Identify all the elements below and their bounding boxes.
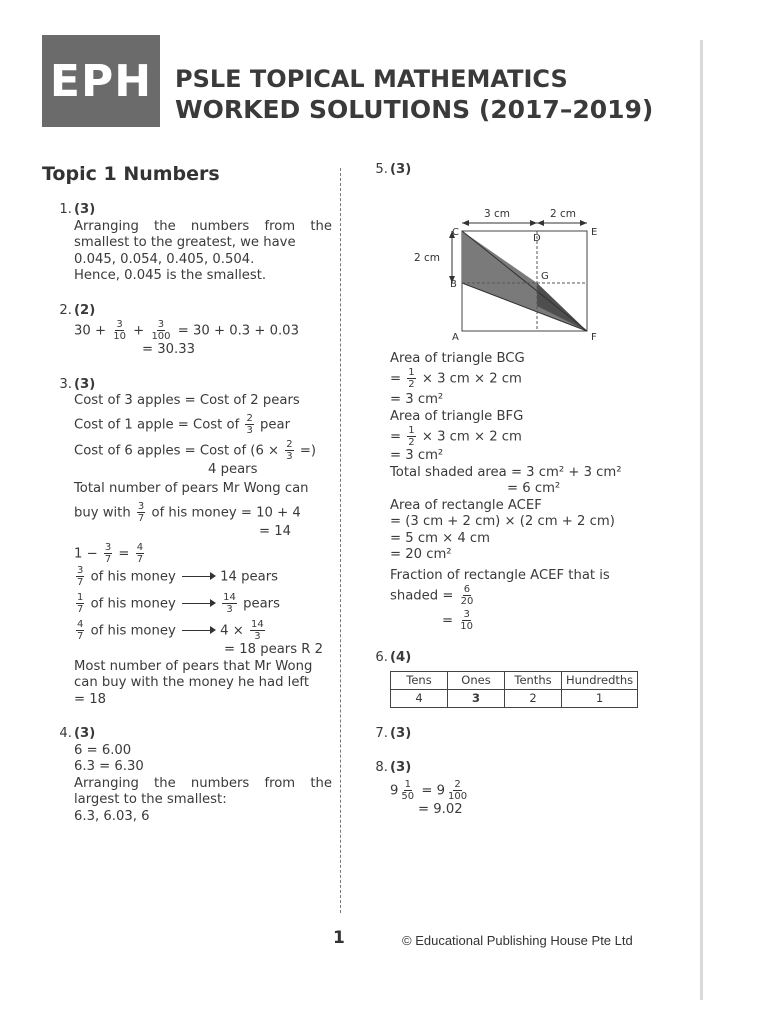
fraction (104, 542, 112, 565)
question-4 (42, 726, 332, 825)
table-header: Tens (391, 671, 448, 689)
solution-line: Area of triangle BFG (390, 408, 524, 424)
denominator: 7 (136, 554, 144, 565)
solution-line (390, 779, 640, 802)
book-title (175, 64, 653, 126)
solution-line (74, 619, 332, 642)
shaded-triangle-bcg (462, 231, 537, 283)
solution-line: = 30.33 (142, 342, 195, 357)
book-title-line2: WORKED SOLUTIONS (2017–2019) (175, 95, 654, 124)
solution-line: = 5 cm × 4 cm (390, 530, 491, 546)
text: of his money = 10 + 4 (151, 505, 301, 520)
text: of his money (90, 569, 176, 585)
numerator: 14 (251, 619, 264, 630)
topic-title: Topic 1 Numbers (42, 163, 220, 185)
numerator: 14 (223, 592, 236, 603)
text: 14 pears (220, 569, 279, 585)
right-column (358, 162, 640, 836)
solution-line: Arranging the numbers from the smallest to the greatest, we have (74, 218, 332, 250)
question-number: 1. (59, 202, 72, 217)
denominator: 7 (77, 577, 84, 588)
vertex-d-label: D (533, 232, 541, 244)
denominator: 2 (408, 437, 415, 448)
solution-line: 6.3, 6.03, 6 (74, 808, 150, 824)
dim-left-label: 2 cm (414, 251, 441, 264)
text: = (118, 546, 130, 562)
table-cell: 1 (562, 689, 638, 707)
book-title-line1: PSLE TOPICAL MATHEMATICS (175, 65, 568, 93)
solution-line: Total shaded area = 3 cm² + 3 cm² (390, 464, 622, 480)
fraction (245, 413, 253, 436)
solution-line: = 18 (74, 691, 107, 707)
whole-number: 9 (390, 783, 399, 798)
table-cell: 4 (391, 689, 448, 707)
answer-label: (3) (390, 725, 412, 741)
fraction (112, 319, 127, 342)
text: =) (299, 443, 317, 458)
solution-line (74, 439, 332, 462)
vertex-e-label: E (591, 226, 598, 238)
eph-logo: EPH (42, 35, 160, 127)
solution-line: can buy with the money he had left (74, 675, 310, 690)
solution-line (390, 425, 640, 448)
table-cell: 3 (448, 689, 505, 707)
text: + (133, 323, 145, 339)
solution-line: 6.3 = 6.30 (74, 759, 144, 774)
denominator: 7 (137, 512, 145, 524)
solution-line: = 3 cm² (390, 392, 444, 407)
solution-line: 6 = 6.00 (74, 742, 132, 758)
fraction (136, 542, 144, 565)
text: 30 + (74, 323, 107, 339)
question-1 (42, 202, 332, 285)
dim-top-right-label: 2 cm (550, 207, 577, 220)
numerator: 1 (77, 592, 84, 603)
fraction (407, 367, 415, 390)
text: = (390, 429, 402, 445)
vertex-g-label: G (541, 270, 549, 282)
text: × 3 cm × 2 cm (421, 371, 522, 387)
column-divider (340, 168, 341, 913)
denominator: 100 (447, 790, 468, 802)
solution-line: = (3 cm + 2 cm) × (2 cm + 2 cm) (390, 514, 615, 529)
text: buy with (74, 505, 131, 520)
page-edge-shadow (700, 40, 703, 1000)
solution-line: = 18 pears R 2 (224, 642, 324, 657)
solution-line: = 20 cm² (390, 547, 452, 562)
arrowhead-icon (580, 220, 587, 226)
answer-label: (3) (390, 162, 412, 177)
fraction (460, 584, 475, 607)
text: Cost of 1 apple = Cost of (74, 417, 240, 432)
text: of his money (90, 596, 176, 612)
question-6 (358, 650, 640, 708)
arrow-right-icon (182, 630, 214, 631)
fraction (76, 619, 84, 642)
text: = (442, 613, 454, 629)
question-5 (358, 162, 640, 632)
question-number: 3. (59, 376, 72, 392)
numerator: 3 (104, 542, 112, 553)
solution-line: Total number of pears Mr Wong can (74, 481, 309, 496)
answer-label: (3) (74, 726, 96, 741)
question-7 (358, 726, 640, 743)
text: pears (243, 596, 280, 612)
solution-line: Cost of 3 apples = Cost of 2 pears (74, 393, 300, 408)
numerator: 1 (408, 425, 415, 436)
text: = (390, 371, 402, 387)
copyright-notice: © Educational Publishing House Pte Ltd (402, 933, 633, 948)
denominator: 3 (246, 424, 253, 436)
answer-label: (3) (390, 760, 412, 775)
solution-line: 0.045, 0.054, 0.405, 0.504. (74, 251, 255, 267)
place-value-table (390, 671, 638, 708)
solution-line (74, 413, 332, 436)
fraction (447, 779, 468, 802)
numerator: 1 (404, 778, 411, 790)
answer-label: (4) (390, 650, 412, 665)
fraction (137, 501, 145, 524)
solution-line (390, 584, 640, 607)
fraction (150, 319, 171, 342)
question-3 (42, 377, 332, 709)
numerator: 2 (454, 778, 461, 790)
numerator: 3 (137, 500, 145, 512)
denominator: 3 (226, 604, 233, 615)
question-2 (42, 303, 332, 359)
solution-line: = 9.02 (418, 801, 463, 817)
fraction (76, 565, 84, 588)
denominator: 7 (77, 631, 84, 642)
answer-label: (3) (74, 376, 96, 392)
text: shaded = (390, 588, 454, 604)
shaded-overlap (537, 283, 587, 331)
solution-line: Arranging the numbers from the largest to the smallest: (74, 775, 332, 807)
text: of his money (90, 623, 176, 639)
table-header: Tenths (505, 671, 562, 689)
denominator: 2 (408, 379, 415, 390)
text: Cost of 6 apples = Cost of (6 × (74, 443, 280, 458)
fraction (76, 592, 84, 615)
solution-line: Hence, 0.045 is the smallest. (74, 268, 267, 283)
page-number: 1 (333, 928, 345, 948)
dim-top-left-label: 3 cm (484, 207, 511, 220)
question-8 (358, 760, 640, 818)
solution-line: 4 pears (208, 461, 258, 477)
solution-line (74, 501, 332, 524)
numerator: 3 (463, 609, 470, 620)
text: pear (260, 417, 291, 432)
text: 4 × (220, 623, 244, 639)
fraction (400, 779, 415, 802)
text: 1 − (74, 546, 98, 562)
numerator: 4 (77, 619, 84, 630)
numerator: 6 (463, 584, 471, 595)
answer-label: (2) (74, 302, 96, 318)
table-header: Hundredths (562, 671, 638, 689)
arrowhead-icon (537, 220, 544, 226)
denominator: 10 (113, 331, 126, 342)
solution-line: = 3 cm² (390, 448, 444, 463)
arrow-right-icon (182, 576, 214, 577)
question-number: 7. (375, 725, 388, 741)
text: × 3 cm × 2 cm (421, 429, 522, 445)
solution-line: Area of rectangle ACEF (390, 497, 542, 513)
numerator: 3 (77, 565, 84, 576)
question-number: 8. (375, 760, 388, 775)
solution-line: Most number of pears that Mr Wong (74, 658, 313, 674)
solution-line (74, 542, 332, 565)
question-number: 5. (375, 162, 388, 177)
vertex-a-label: A (452, 331, 459, 341)
rectangle-diagram (384, 181, 604, 341)
arrow-right-icon (182, 603, 214, 604)
fraction (250, 619, 265, 642)
denominator: 3 (254, 631, 261, 642)
vertex-c-label: C (452, 226, 459, 238)
solution-line: = 6 cm² (507, 481, 561, 496)
vertex-b-label: B (450, 278, 457, 290)
fraction (285, 439, 293, 462)
question-number: 2. (59, 302, 72, 318)
text: = 30 + 0.3 + 0.03 (177, 323, 299, 339)
table-row (391, 689, 638, 707)
denominator: 50 (401, 790, 415, 802)
table-cell: 2 (505, 689, 562, 707)
numerator: 4 (136, 542, 144, 553)
table-header: Ones (448, 671, 505, 689)
numerator: 2 (246, 412, 253, 424)
numerator: 3 (157, 319, 165, 330)
question-number: 4. (59, 726, 72, 741)
solution-line: Area of triangle BCG (390, 350, 525, 366)
solution-line (390, 367, 640, 390)
arrowhead-icon (462, 220, 469, 226)
denominator: 3 (286, 450, 293, 462)
solution-line (74, 565, 332, 588)
denominator: 7 (104, 554, 112, 565)
solution-line: Fraction of rectangle ACEF that is (390, 567, 610, 583)
fraction (407, 425, 415, 448)
answer-label: (3) (74, 202, 96, 217)
solution-line (74, 592, 332, 615)
denominator: 7 (77, 604, 84, 615)
numerator: 2 (286, 438, 293, 450)
fraction (459, 609, 474, 632)
solution-line: = 14 (259, 523, 292, 539)
arrowhead-icon (530, 220, 537, 226)
question-number: 6. (375, 650, 388, 665)
whole-number: 9 (436, 783, 445, 798)
numerator: 1 (408, 367, 415, 378)
solution-line (74, 319, 332, 342)
denominator: 100 (151, 331, 171, 342)
table-header-row (391, 671, 638, 689)
denominator: 10 (460, 621, 473, 632)
numerator: 3 (116, 319, 123, 330)
solution-line (390, 609, 640, 632)
left-column (42, 162, 332, 843)
vertex-f-label: F (591, 331, 597, 341)
fraction (222, 592, 237, 615)
denominator: 20 (460, 596, 474, 607)
text: = (421, 783, 433, 798)
